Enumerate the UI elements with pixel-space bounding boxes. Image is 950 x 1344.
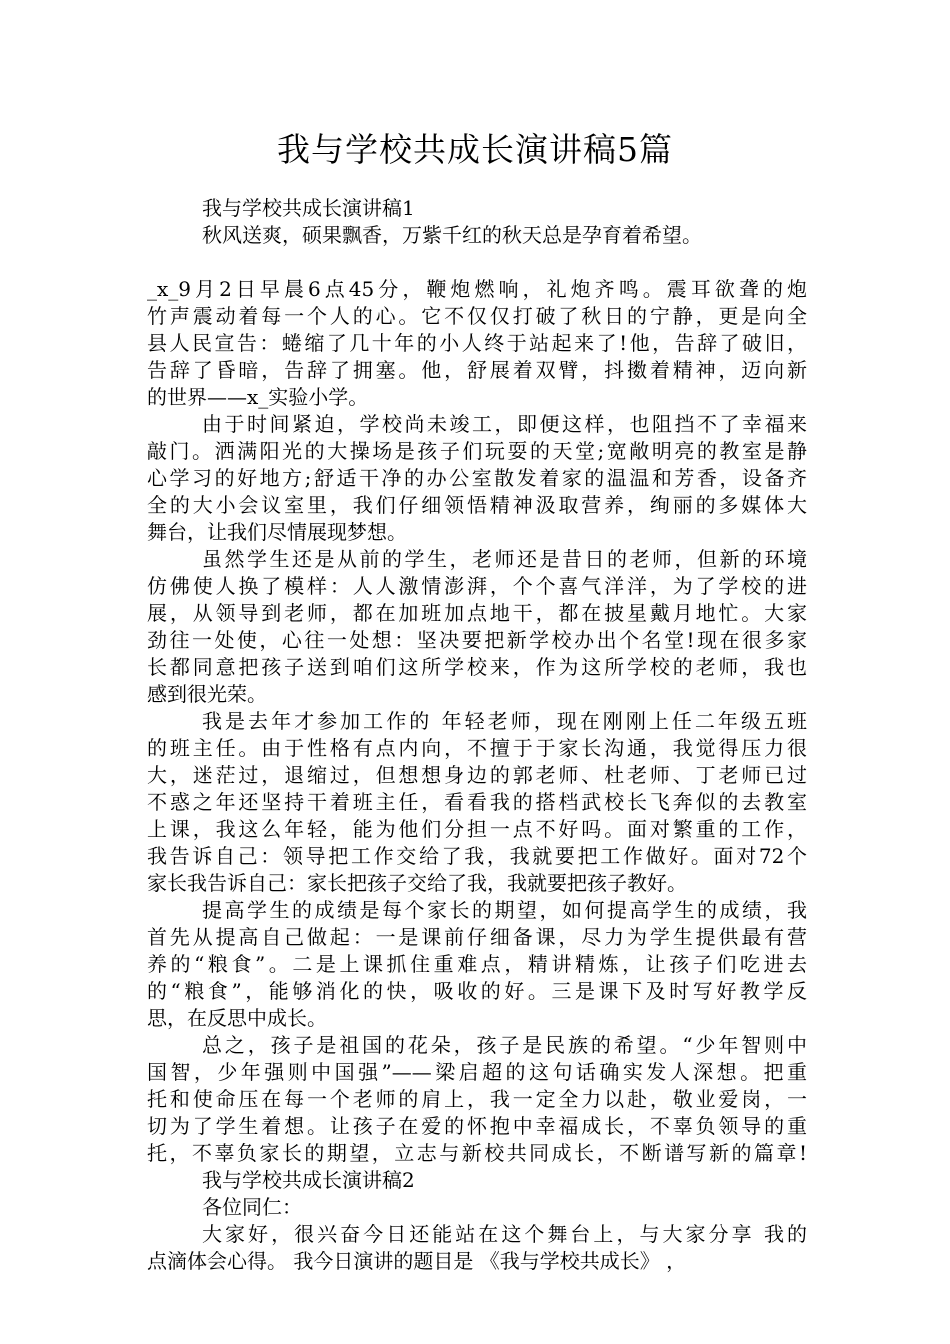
paragraph-line: 舞台，让我们尽情展现梦想。 (147, 520, 407, 544)
paragraph-line: 全的大小会议室里，我们仔细领悟精神汲取营养，绚丽的多媒体大 (147, 493, 807, 517)
paragraph-line: 国智，少年强则中国强”——梁启超的这句话确实发人深想。把重 (147, 1060, 807, 1084)
paragraph-line: 托和使命压在每一个老师的肩上，我一定全力以赴，敬业爱岗，一 (147, 1087, 807, 1111)
section-heading: 我与学校共成长演讲稿2 (202, 1168, 415, 1192)
paragraph-line: 竹声震动着每一个人的心。它不仅仅打破了秋日的宁静，更是向全 (147, 304, 807, 328)
paragraph-line: 家长我告诉自己：家长把孩子交给了我，我就要把孩子教好。 (147, 871, 687, 895)
paragraph-line: 县人民宣告：蜷缩了几十年的小人终于站起来了!他，告辞了破旧， (147, 331, 807, 355)
paragraph-line: 大，迷茫过，退缩过，但想想身边的郭老师、杜老师、丁老师已过 (147, 763, 807, 787)
paragraph-line: 仿佛使人换了模样：人人激情澎湃，个个喜气洋洋，为了学校的进 (147, 574, 807, 598)
paragraph-line: 的“粮食”，能够消化的快，吸收的好。三是课下及时写好教学反 (147, 979, 807, 1003)
paragraph-line: 提高学生的成绩是每个家长的期望，如何提高学生的成绩，我 (202, 898, 807, 922)
paragraph-line: 劲往一处使，心往一处想：坚决要把新学校办出个名堂!现在很多家 (147, 628, 807, 652)
page-title: 我与学校共成长演讲稿5篇 (277, 130, 673, 169)
paragraph-line: 长都同意把孩子送到咱们这所学校来，作为这所学校的老师，我也 (147, 655, 807, 679)
paragraph-line: 我是去年才参加工作的 年轻老师，现在刚刚上任二年级五班 (202, 709, 807, 733)
paragraph-line: 首先从提高自己做起：一是课前仔细备课，尽力为学生提供最有营 (147, 925, 807, 949)
paragraph-line: 的班主任。由于性格有点内向，不擅于于家长沟通，我觉得压力很 (147, 736, 807, 760)
paragraph-line: 秋风送爽，硕果飘香，万紫千红的秋天总是孕育着希望。 (202, 223, 702, 247)
document-body (147, 195, 807, 1275)
paragraph-line: 心学习的好地方;舒适干净的办公室散发着家的温温和芳香，设备齐 (147, 466, 807, 490)
paragraph-line: 我告诉自己：领导把工作交给了我，我就要把工作做好。面对72个 (147, 844, 807, 868)
paragraph-line: 托，不辜负家长的期望，立志与新校共同成长，不断谱写新的篇章! (147, 1141, 807, 1165)
paragraph-line: 感到很光荣。 (147, 682, 267, 706)
salutation: 各位同仁： (202, 1195, 302, 1219)
blank-line (147, 249, 807, 276)
paragraph-line: 敲门。洒满阳光的大操场是孩子们玩耍的天堂;宽敞明亮的教室是静 (147, 439, 807, 463)
paragraph-line: 由于时间紧迫，学校尚未竣工，即便这样，也阻挡不了幸福来 (202, 412, 807, 436)
paragraph-line: 上课，我这么年轻，能为他们分担一点不好吗。面对繁重的工作， (147, 817, 807, 841)
paragraph-line: 点滴体会心得。 我今日演讲的题目是 《我与学校共成长》 ， (147, 1249, 687, 1273)
section-heading: 我与学校共成长演讲稿1 (202, 196, 415, 220)
paragraph-line: 大家好，很兴奋今日还能站在这个舞台上，与大家分享 我的 (202, 1222, 807, 1246)
paragraph-line: _x_9月2日早晨6点45分，鞭炮燃响，礼炮齐鸣。震耳欲聋的炮 (147, 277, 807, 301)
paragraph-line: 不惑之年还坚持干着班主任，看看我的搭档武校长飞奔似的去教室 (147, 790, 807, 814)
paragraph-line: 思，在反思中成长。 (147, 1006, 327, 1030)
paragraph-line: 虽然学生还是从前的学生，老师还是昔日的老师，但新的环境 (202, 547, 807, 571)
paragraph-line: 切为了学生着想。让孩子在爱的怀抱中幸福成长，不辜负领导的重 (147, 1114, 807, 1138)
paragraph-line: 展，从领导到老师，都在加班加点地干，都在披星戴月地忙。大家 (147, 601, 807, 625)
paragraph-line: 告辞了昏暗，告辞了拥塞。他，舒展着双臂，抖擞着精神，迈向新 (147, 358, 807, 382)
paragraph-line: 养的“粮食”。二是上课抓住重难点，精讲精炼，让孩子们吃进去 (147, 952, 807, 976)
paragraph-line: 的世界——x_实验小学。 (147, 385, 369, 409)
paragraph-line: 总之，孩子是祖国的花朵，孩子是民族的希望。“少年智则中 (202, 1033, 807, 1057)
